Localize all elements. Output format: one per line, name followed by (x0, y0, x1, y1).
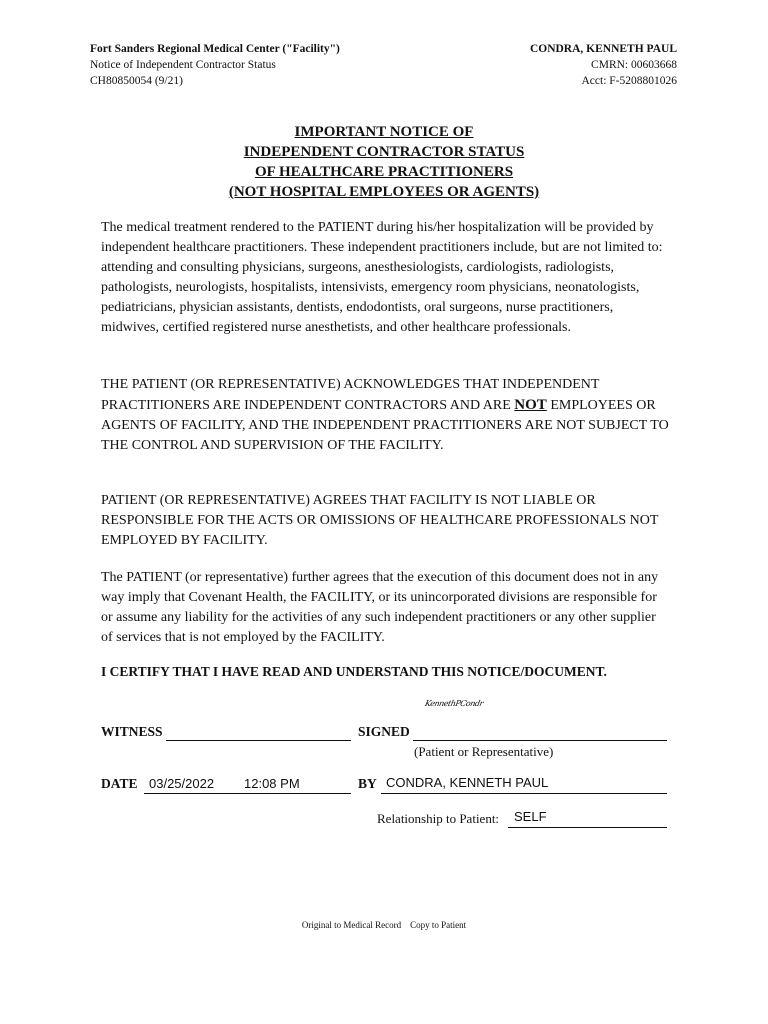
witness-label: WITNESS (101, 724, 163, 739)
paragraph-acknowledgement (101, 375, 669, 456)
paragraph-liability: PATIENT (OR REPRESENTATIVE) AGREES THAT FACILITY IS NOT LIABLE OR RESPONSIBLE FOR THE ACTS OR OMISSIONS OF HEALTHCARE PROFESSIONALS NOT EMPLOYED BY FACILITY. (101, 493, 659, 548)
facility-name: Fort Sanders Regional Medical Center ("Facility") (90, 43, 340, 55)
title-line-2: INDEPENDENT CONTRACTOR STATUS (243, 144, 525, 160)
footer-copy: Copy to Patient (410, 920, 467, 930)
date-label: DATE (101, 776, 138, 791)
by-value: CONDRA, KENNETH PAUL (386, 775, 549, 790)
witness-line[interactable] (166, 740, 351, 741)
date-line[interactable] (144, 793, 351, 794)
relationship-line[interactable] (508, 827, 667, 828)
by-line[interactable] (381, 793, 667, 794)
date-value: 03/25/2022 (149, 776, 215, 791)
time-value: 12:08 PM (244, 776, 300, 791)
patient-or-representative-caption: (Patient or Representative) (414, 744, 554, 759)
signed-line[interactable] (413, 740, 667, 741)
paragraph-covenant: The PATIENT (or representative) further agrees that the execution of this document does not in any way imply that Covenant Health, the FACILITY, or its unincorporated divisions are responsible for or assume any liability for the activities of any such independent practitioners or any other supplier of services that is not employed by the FACILITY. (101, 570, 659, 645)
form-code: CH80850054 (9/21) (90, 75, 183, 87)
footer-distribution (0, 920, 768, 930)
relationship-label: Relationship to Patient: (377, 811, 500, 826)
notice-subtitle: Notice of Independent Contractor Status (90, 59, 276, 71)
title-line-3: OF HEALTHCARE PRACTITIONERS (254, 164, 514, 180)
title-line-1: IMPORTANT NOTICE OF (294, 124, 474, 140)
emphasis-not: NOT (514, 397, 547, 413)
acknowledgement-text-end: EMPLOYEES OR AGENTS OF FACILITY, AND THE INDEPENDENT PRACTITIONERS ARE NOT SUBJECT TO THE CONTROL AND SUPERVISION OF THE FACILITY. (101, 398, 669, 453)
footer-original: Original to Medical Record (301, 920, 402, 930)
patient-name: CONDRA, KENNETH PAUL (529, 43, 677, 55)
patient-signature: KennethPCondr (424, 699, 484, 708)
account-number: Acct: F-5208801026 (581, 75, 677, 87)
signed-label: SIGNED (358, 724, 410, 739)
by-label: BY (358, 776, 377, 791)
certify-statement: I CERTIFY THAT I HAVE READ AND UNDERSTAND THIS NOTICE/DOCUMENT. (101, 664, 607, 679)
paragraph-practitioners: The medical treatment rendered to the PATIENT during his/her hospitalization will be provided by independent healthcare practitioners. These independent practitioners include, but are not limited to: attending and consulting physicians, surgeons, anesthesiologists, cardiologists, radiologists, pathologists, neurologists, hospitalists, intensivists, emergency room physicians, neonatologists, pediatricians, physician assistants, dentists, endodontists, oral surgeons, nurse practitioners, midwives, certified registered nurse anesthetists, and other healthcare professionals. (101, 220, 663, 335)
relationship-value: SELF (514, 809, 547, 824)
acknowledgement-text-start: THE PATIENT (OR REPRESENTATIVE) ACKNOWLEDGES THAT INDEPENDENT PRACTITIONERS ARE INDEPENDENT CONTRACTORS AND ARE (101, 377, 600, 413)
title-line-4: (NOT HOSPITAL EMPLOYEES OR AGENTS) (228, 184, 540, 200)
cmrn-number: CMRN: 00603668 (591, 59, 677, 71)
